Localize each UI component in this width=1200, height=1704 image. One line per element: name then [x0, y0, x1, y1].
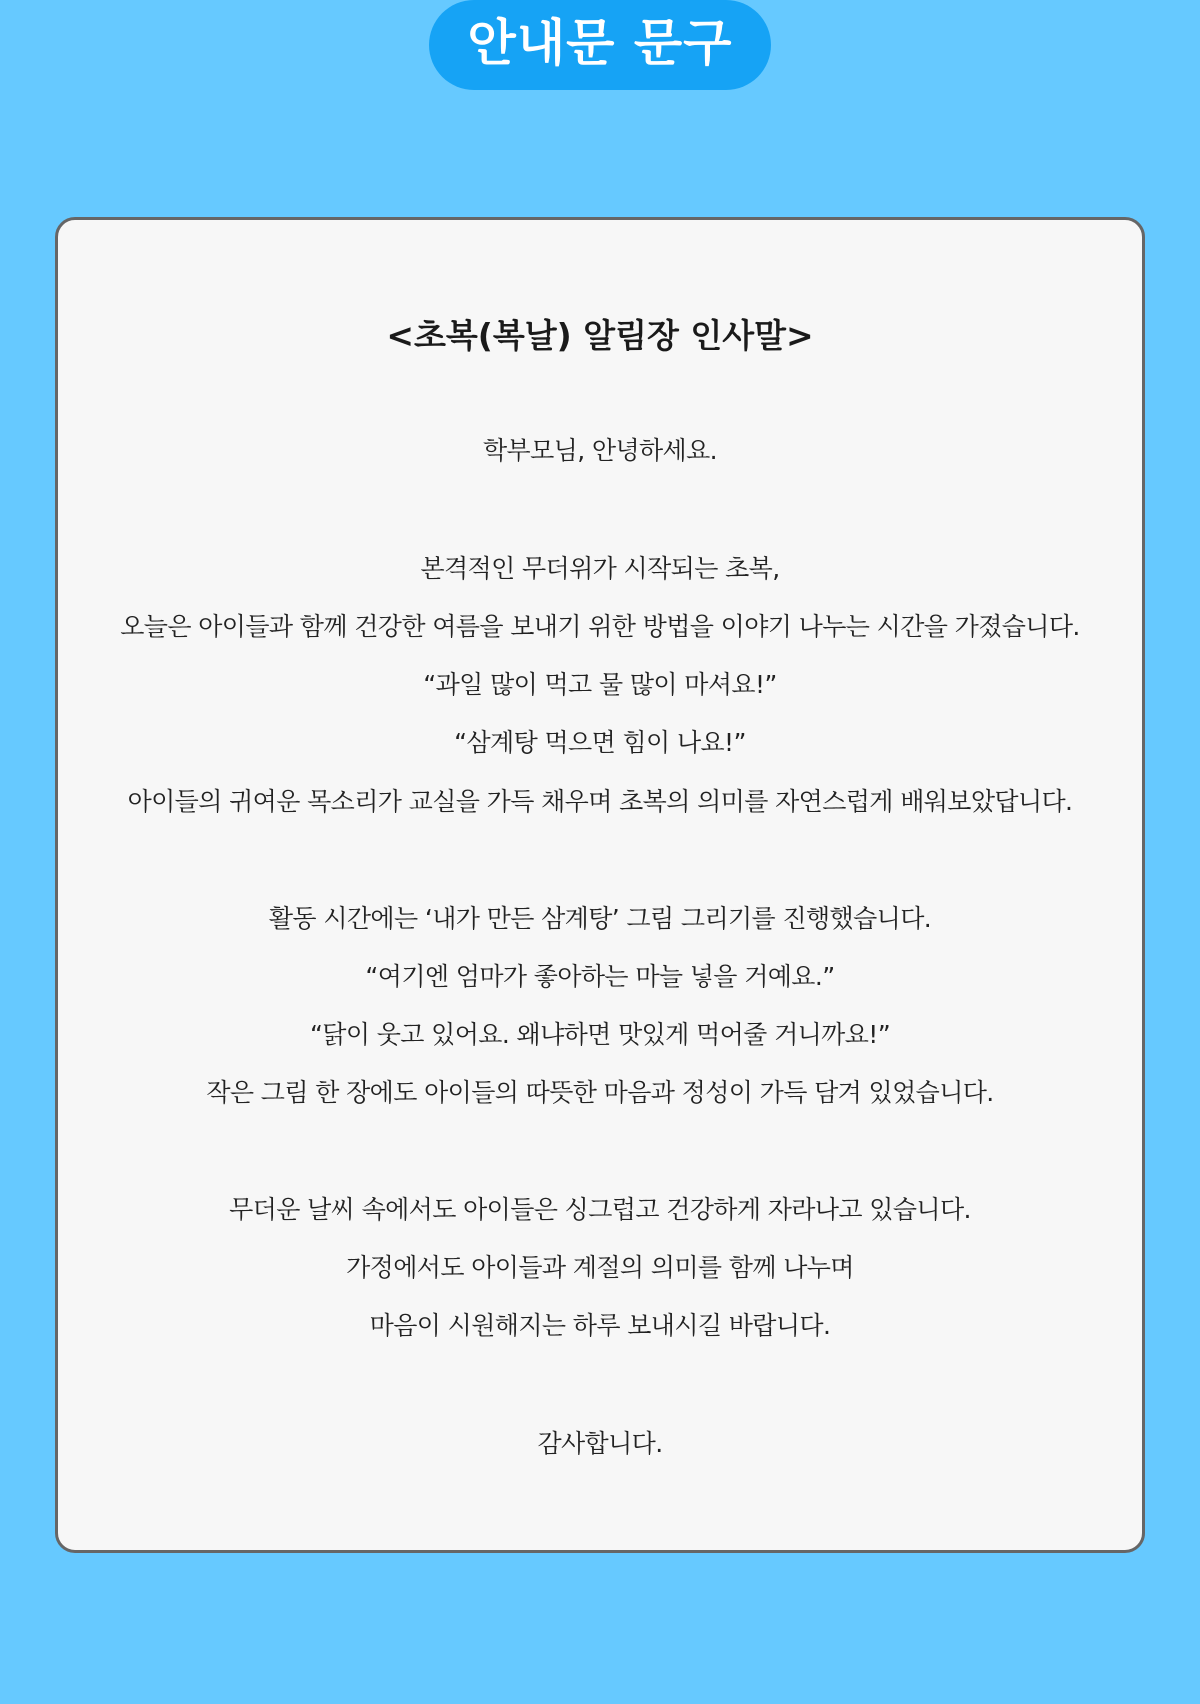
- quote-line: “닭이 웃고 있어요. 왜냐하면 맛있게 먹어줄 거니까요!”: [309, 1020, 891, 1049]
- quote-line: “과일 많이 먹고 물 많이 마셔요!”: [423, 670, 777, 699]
- notice-card: [55, 217, 1145, 1553]
- paragraph-line: 아이들의 귀여운 목소리가 교실을 가득 채우며 초복의 의미를 자연스럽게 배워보았답니다.: [127, 787, 1073, 816]
- quote-line: “삼계탕 먹으면 힘이 나요!”: [454, 728, 746, 757]
- header-title: 안내문 문구: [467, 14, 733, 72]
- paragraph-line: 본격적인 무더위가 시작되는 초복,: [420, 554, 780, 583]
- closing-line: 감사합니다.: [537, 1429, 663, 1458]
- greeting-line: 학부모님, 안녕하세요.: [483, 436, 717, 465]
- paragraph-line: 작은 그림 한 장에도 아이들의 따뜻한 마음과 정성이 가득 담겨 있었습니다.: [206, 1078, 994, 1107]
- quote-line: “여기엔 엄마가 좋아하는 마늘 넣을 거예요.”: [365, 962, 835, 991]
- paragraph-line: 무더운 날씨 속에서도 아이들은 싱그럽고 건강하게 자라나고 있습니다.: [229, 1195, 971, 1224]
- paragraph-line: 가정에서도 아이들과 계절의 의미를 함께 나누며: [346, 1253, 854, 1282]
- notice-title: <초복(복날) 알림장 인사말>: [386, 316, 814, 355]
- paragraph-line: 마음이 시원해지는 하루 보내시길 바랍니다.: [369, 1311, 831, 1340]
- paragraph-line: 오늘은 아이들과 함께 건강한 여름을 보내기 위한 방법을 이야기 나누는 시간을 가졌습니다.: [120, 612, 1080, 641]
- header-badge: [429, 0, 771, 90]
- paragraph-line: 활동 시간에는 ‘내가 만든 삼계탕’ 그림 그리기를 진행했습니다.: [268, 904, 932, 933]
